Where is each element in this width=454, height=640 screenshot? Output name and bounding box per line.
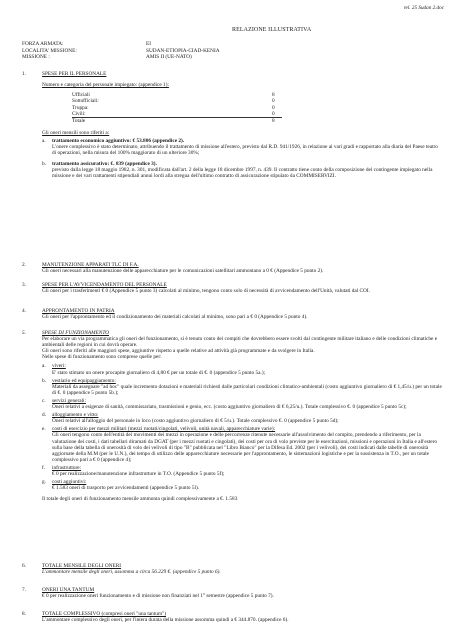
- list-item: [42, 412, 442, 424]
- item-text: E' stato stimato un onere procapite giornaliero di 4,80 € per un totale di €. 0 (appendice 5 punto 5a.);: [52, 369, 266, 376]
- section-title: SPESE PER IL PERSONALE: [42, 71, 107, 77]
- item-heading: viveri:: [52, 363, 66, 370]
- header-key: MISSIONE :: [22, 54, 50, 61]
- item-letter: c.: [42, 397, 46, 404]
- item-text: Oneri relativi a esigenze di sanità, commissariato, trasmissioni e genio, ecc. (costo aggiuntivo giornaliero di € 6,25/u.). Totale complessivo €. 0 (appendice 5 punto 5c);: [52, 404, 407, 411]
- section-title: TOTALE COMPLESSIVO (compresi oneri "una tantum"): [42, 611, 166, 617]
- personnel-value: 0: [272, 104, 275, 111]
- section-one-off: [22, 587, 442, 599]
- list-item: [42, 378, 442, 396]
- list-item: [42, 426, 442, 463]
- personnel-label: Ufficiali: [72, 92, 90, 99]
- section-title: TOTALE MENSILE DEGLI ONERI: [42, 563, 122, 569]
- header-key: LOCALITA' MISSIONE:: [22, 47, 77, 54]
- section-number: 5.: [22, 330, 26, 336]
- personnel-total-value: 8: [272, 118, 275, 125]
- item-text: previsto dalla legge 18 maggio 1982, n. 301, modificata dall'art. 2 della legge 18 dicembre 1997, n. 439. Il contratto tiene conto della composizione del contingente impiegato nella missione e dei vari trattamenti stipendiali annui lordi alla stregua dell'ultimo contratto di assicurazione stipulato da COMMISERVIZI.: [52, 167, 433, 180]
- personnel-label: Truppa:: [72, 104, 89, 111]
- list-item: [42, 363, 442, 375]
- item-text: L'onere complessivo è stato determinato, attribuendo il trattamento di missione all'estero, previsto dal R.D. 941/1926, in relazione ai vari gradi e rapportato alla diaria del Paese teatro di operazioni, nella misura del 100% maggiorato di un ulteriore 30%;: [52, 143, 438, 156]
- header-row: [22, 54, 220, 61]
- section-title: SPESE DI FUNZIONAMENTO: [42, 330, 109, 336]
- section-number: 2.: [22, 262, 26, 268]
- document-reference: rel. 25 Sudan 2.doc: [403, 5, 444, 11]
- section-number: 7.: [22, 587, 26, 593]
- section-number: 1.: [22, 71, 26, 77]
- personnel-value: 8: [272, 92, 275, 99]
- section-number: 8.: [22, 611, 26, 617]
- personnel-table: [72, 92, 442, 124]
- section-text: Gli oneri per i trasferimenti € 0 (Appendice 5 punto 3) calcolati al minimo, tengono conto solo di necessità di avvicendamento dell'Unità, valutati dal COI.: [42, 288, 370, 295]
- section-title: ONERI UNA TANTUM: [42, 587, 95, 593]
- section-operating-costs: [22, 330, 442, 502]
- section-number: 6.: [22, 563, 26, 569]
- personnel-label: Sottufficiali:: [72, 98, 99, 105]
- item-text: € 1.583 oneri di trasporto per avvicendamenti (appendice 5 punto 5l).: [52, 485, 200, 492]
- item-heading: costi di esercizio per mezzi militari (mezzi ruotati/cingolati, velivoli, unità navali, apparecchiature varie):: [52, 426, 276, 433]
- item-letter: f.: [42, 464, 46, 471]
- section-title: MANUTENZIONE APPARATI TLC DI F.A.: [42, 262, 139, 268]
- section-text: L'ammontare mensile degli oneri, assomma a circa 56.229 €. (appendice 5 punto 6).: [42, 569, 221, 576]
- list-item: [42, 479, 442, 491]
- section-text: L'ammontare complessivo degli oneri, per l'intera durata della missione assomma quindi a € 344.870. (appendice 6).: [42, 617, 289, 624]
- item-heading: trattamento economico aggiuntivo: € 53.806 (appendice 2).: [52, 137, 185, 144]
- item-letter: a.: [42, 137, 46, 144]
- mission-header: [22, 41, 220, 61]
- item-letter: a.: [42, 363, 46, 370]
- oneri-intro: Gli oneri mensili sono riferiti a:: [42, 129, 110, 136]
- list-item: [42, 465, 442, 477]
- item-letter: d.: [42, 412, 46, 419]
- item-heading: servizi generali:: [52, 397, 86, 404]
- section-text: Gli oneri necessari alla manutenzione delle apparecchiature per le comunicazioni satellitari ammontano a 0 € (Appendice 5 punto 2).: [42, 268, 324, 275]
- section-monthly-total: [22, 563, 442, 575]
- item-text: Oneri relativi all'alloggio del personale in loco (costo aggiuntivo giornaliero di € 5/u.). Totale complessivo €. 0 (appendice 5 punto 5d);: [52, 418, 339, 425]
- section-rotation: [22, 282, 442, 294]
- personnel-label: Civili:: [72, 111, 86, 118]
- section-personnel: [22, 71, 442, 179]
- item-heading: costi aggiuntivi:: [52, 479, 87, 486]
- header-value: EI: [146, 41, 151, 47]
- section-number: 3.: [22, 282, 26, 288]
- section-text: Nelle spese di funzionamento sono comprese quelle per:: [42, 354, 162, 361]
- item-text: Materiali da assegnare "ad hoc" quale incremento dotazioni e materiali richiesti dalle particolari condizioni climatico-ambientali (costo aggiuntivo giornaliero di € 1,45/u.) per un totale di €. 0 (appendice 5 punto 5b.);: [52, 383, 442, 396]
- section-tlc-maintenance: [22, 262, 442, 274]
- item-text: Gli oneri tengono conto dell'entità dei movimenti dei mezzi in operazione e delle percorrenze ritenute necessarie all'assolvimento del compito, prendendo a riferimento, per la valutazione dei costi, i dati tabellari diramati da DGAT (per i mezzi ruotati e cingolati), dei costi per ora di volo previste per le esercitazioni, missioni e operazioni in Italia e all'estero sulla base della tabella di onerosità di volo dei velivoli di tipo "B" pubblicata nel "Libro Bianco" per la Difesa Ed. 2002 (per i velivoli), dei costi indicati dalle tabelle di onerosità aggiornate della M.M (per le U.N.), dei tempo di utilizzo delle apparecchiature necessarie per l'approntamento, le sistemazioni logistiche e per la sussistenza in T.O., per un totale complessivo pari a € 0 (appendice 4);: [52, 432, 438, 463]
- list-item: [42, 398, 442, 410]
- section-number: 4.: [22, 308, 26, 314]
- item-letter: g.: [42, 479, 46, 486]
- header-value: SUDAN-ETIOPIA-CIAD-KENIA: [146, 47, 220, 54]
- item-heading: vestiario ed equipaggiamento:: [52, 377, 116, 384]
- header-row: [22, 41, 220, 48]
- header-value: AMIS II (UE-NATO): [146, 54, 192, 61]
- document-title: RELAZIONE ILLUSTRATIVA: [232, 27, 312, 33]
- personnel-total-label: Totale: [72, 118, 86, 125]
- item-heading: infrastrutture:: [52, 464, 82, 471]
- section-title: SPESE PER L'AVVICENDAMENTO DEL PERSONALE: [42, 282, 167, 288]
- header-key: FORZA ARMATA:: [22, 41, 64, 47]
- personnel-value: 0: [272, 98, 275, 105]
- section-text: € 0 per realizzazione oneri funzionamento e di missione non finanziati nel 1° semestre (appendice 5 punto 7).: [42, 593, 274, 600]
- personnel-value: 0: [272, 111, 275, 118]
- list-item: [42, 138, 442, 156]
- section-grand-total: [22, 611, 442, 623]
- operating-total: Il totale degli oneri di funzionamento mensile ammonta quindi complessivamente a €. 1.583: [42, 496, 238, 503]
- section-text: Per elaborare un via programmatica gli oneri del funzionamento, si è tenuto conto dei compiti che dovrebbero essere svolti dal contingente militare italiano e delle condizioni climatiche e ambientali delle regioni in cui dovrà operare.: [42, 336, 438, 349]
- section-preparation: [22, 308, 442, 320]
- item-text: € 0 per realizzazione/manutenzione infrastrutture in T.O. (Appendice 5 punto 5f);: [52, 470, 225, 477]
- list-item: [42, 161, 442, 179]
- personnel-heading: Numero e categoria del personale impiegato: (appendice 1):: [42, 82, 169, 89]
- item-heading: alloggiamento e vitto:: [52, 412, 99, 419]
- item-letter: e.: [42, 426, 46, 433]
- section-text: Gli oneri per l'approntamento ed il condizionamento dei materiali calcolati al minimo, sono pari a € 0 (Appendice 5 punto 4).: [42, 314, 308, 321]
- section-text: Gli oneri sono riferiti alle maggiori spese, aggiuntive rispetto a quelle relative ad attività già programmate e da svolgere in Italia.: [42, 348, 315, 355]
- item-heading: trattamento assicurativo: €. 839 (appendice 3).: [52, 161, 157, 168]
- item-letter: b.: [42, 161, 46, 168]
- section-title: APPRONTAMENTO IN PATRIA: [42, 308, 115, 314]
- item-letter: b.: [42, 377, 46, 384]
- personnel-total-row: [72, 118, 442, 124]
- personnel-row: [72, 111, 442, 117]
